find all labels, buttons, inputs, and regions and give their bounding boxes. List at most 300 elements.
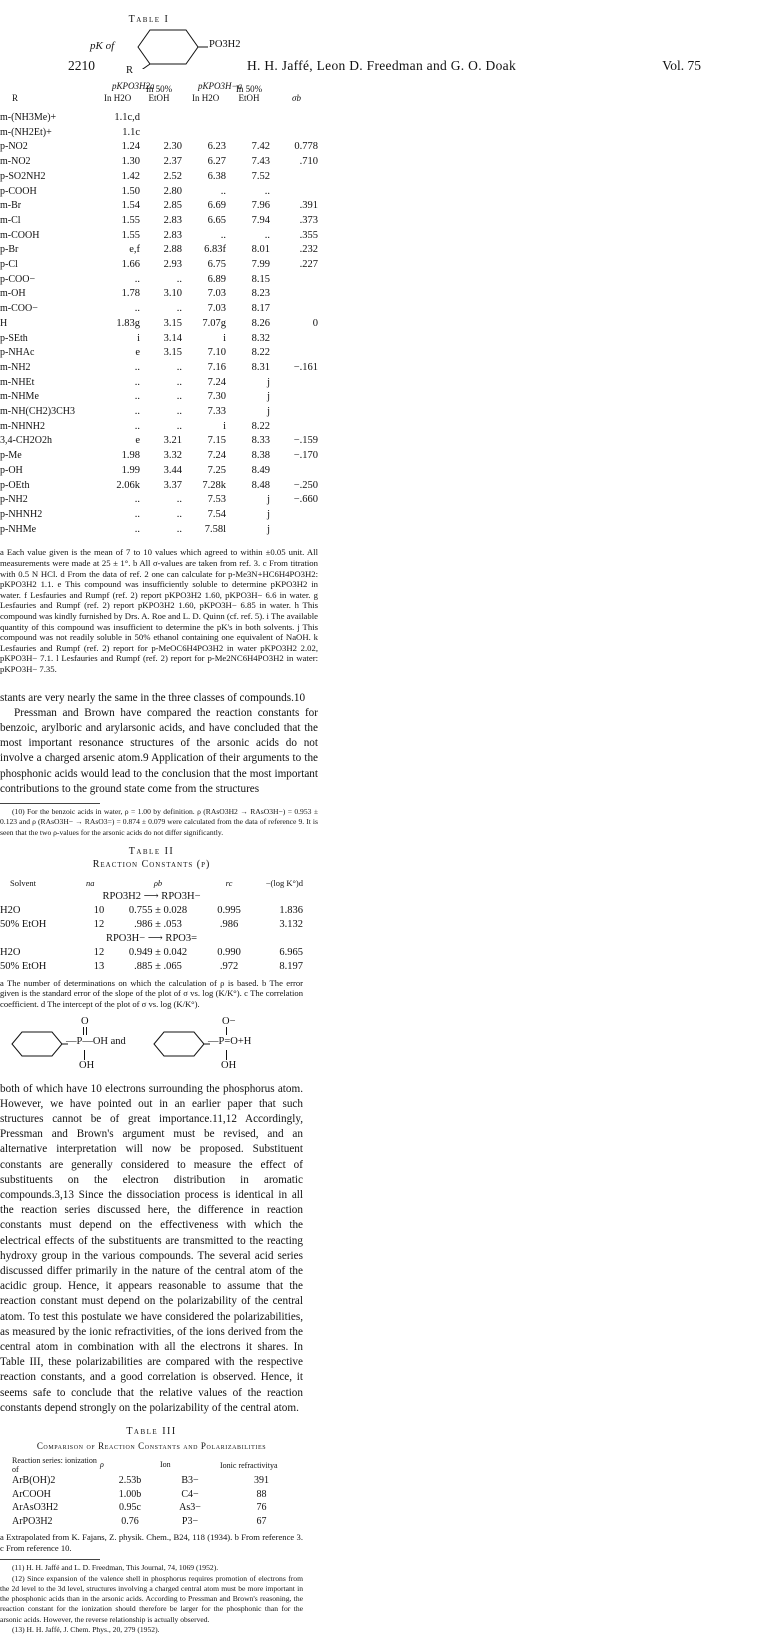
table1-cell-d: j: [267, 406, 270, 418]
table1-cell-b: ..: [176, 494, 182, 506]
table1-cell-a: 1.30: [121, 156, 140, 168]
table1-row: [0, 405, 318, 420]
table3-col-rho: ρ: [100, 1460, 104, 1470]
table2-cell-n: 12: [93, 946, 105, 958]
table1-cell-r: m-NH(CH2)3CH3: [0, 406, 75, 418]
table1-cell-c: 6.65: [207, 214, 226, 226]
table3-col-series: Reaction series: ionization of: [12, 1456, 97, 1475]
table1-cell-b: ..: [176, 361, 182, 373]
table1-cell-s: [270, 302, 318, 317]
table1-cell-a: 1.1c: [122, 126, 140, 138]
table1-cell-r: 3,4-CH2O2h: [0, 435, 52, 447]
table2-cell-logk: 8.197: [279, 960, 303, 972]
table1-cell-s: 0: [312, 317, 318, 329]
table2-cell-solvent: H2O: [0, 946, 21, 958]
table1-cell-b: 3.37: [163, 479, 182, 491]
table1-cell-c: 7.15: [207, 435, 226, 447]
table1-cell-b: 2.52: [163, 170, 182, 182]
table1-row: [0, 155, 318, 170]
table1-cell-a: 1.54: [121, 200, 140, 212]
table1-col-group1: pKPO3H2a: [112, 81, 155, 91]
table1-cell-b: ..: [176, 391, 182, 403]
table1-row: [0, 508, 318, 523]
table3-row: [0, 1474, 303, 1488]
table2-col-logk: −(log K°)d: [265, 877, 303, 888]
table3-row: [0, 1515, 303, 1529]
table1-cell-r: m-Cl: [0, 214, 21, 226]
structure1-mid: —P—OH and: [66, 1035, 126, 1047]
table1-cell-s: [270, 523, 318, 538]
table2-cell-n: 10: [93, 904, 105, 916]
table1-row: [0, 126, 318, 141]
table1-cell-a: 1.24: [121, 141, 140, 153]
table1-cell-b: 2.83: [163, 229, 182, 241]
table1-cell-d: 7.99: [251, 259, 270, 271]
page-number: 2210: [68, 58, 95, 73]
structure2-bond-bot: [226, 1050, 227, 1060]
table1-cell-c: 7.03: [207, 288, 226, 300]
table2-cell-r: 0.995: [217, 904, 241, 916]
table2-cell-r: .986: [219, 918, 239, 930]
table1-col-etoh1: In 50% EtOH: [145, 84, 173, 103]
table1-cell-c: 6.89: [207, 273, 226, 285]
table1-cell-s: 0.778: [294, 141, 318, 153]
right-column: [0, 846, 303, 1635]
table1-cell-a: ..: [134, 303, 140, 315]
table1-row: [0, 302, 318, 317]
table1-row: [0, 434, 318, 449]
table1-cell-a: e: [135, 435, 140, 447]
table1-cell-d: 7.52: [251, 170, 270, 182]
table1-cell-d: 8.17: [251, 303, 270, 315]
table1-cell-b: 3.15: [163, 347, 182, 359]
table1-row: [0, 449, 318, 464]
table1-row: [0, 140, 318, 155]
table1-cell-a: e,f: [129, 244, 140, 256]
table1-cell-s: [270, 420, 318, 435]
table1-row: [0, 258, 318, 273]
table1-cell-r: m-COO−: [0, 303, 38, 315]
table1-cell-d: ..: [264, 229, 270, 241]
table1-cell-c: [182, 126, 226, 141]
table2-cell-rho: .986 ± .053: [134, 918, 182, 930]
table2-cell-solvent: 50% EtOH: [0, 918, 47, 930]
table1-cell-c: 7.10: [207, 347, 226, 359]
table1-cell-c: 6.23: [207, 141, 226, 153]
table1-cell-a: 1.78: [121, 288, 140, 300]
right-footnote-rule: [0, 1559, 100, 1560]
table1-cell-a: ..: [134, 391, 140, 403]
structure1-bond-top2: [86, 1027, 87, 1035]
table1-cell-d: 8.38: [251, 450, 270, 462]
table1-cell-c: [182, 111, 226, 126]
table1-cell-a: 1.42: [121, 170, 140, 182]
table1-cell-b: ..: [176, 273, 182, 285]
table1-cell-d: 8.22: [251, 347, 270, 359]
table1-cell-r: p-SEth: [0, 332, 28, 344]
table1-cell-a: ..: [134, 494, 140, 506]
table3-cell-refr: 391: [254, 1475, 269, 1487]
table1-cell-c: 7.24: [207, 450, 226, 462]
table1-cell-d: [226, 111, 270, 126]
table1-cell-b: 3.32: [163, 450, 182, 462]
table1-cell-a: 1.1c,d: [114, 112, 140, 123]
table1-cell-s: −.159: [293, 435, 318, 447]
left-column: [0, 14, 318, 838]
table1-cell-b: 3.14: [163, 332, 182, 344]
structure1-bot: OH: [79, 1059, 95, 1071]
table1-structure-label: PO3H2: [209, 39, 241, 50]
table2-col-solvent: Solvent: [10, 877, 36, 888]
table1-cell-c: 7.24: [207, 376, 226, 388]
table3-cell-series: ArPO3H2: [12, 1515, 53, 1527]
table3-col-refr: Ionic refractivitya: [220, 1460, 278, 1470]
table3: [0, 1456, 303, 1528]
table1-cell-s: .710: [299, 156, 318, 168]
table1-cell-c: 7.33: [207, 406, 226, 418]
table1-row: [0, 464, 318, 479]
table1-header: [0, 81, 318, 111]
table1-cell-c: i: [223, 420, 226, 432]
table1-cell-d: 8.23: [251, 288, 270, 300]
table1-cell-s: .355: [299, 229, 318, 241]
table1-cell-r: p-NHMe: [0, 523, 37, 535]
table3-cell-refr: 88: [256, 1488, 267, 1500]
table1-cell-a: ..: [134, 361, 140, 373]
table3-footnotes: a Extrapolated from K. Fajans, Z. physik. Chem., B24, 118 (1934). b From reference 3. c From reference 10.: [0, 1532, 303, 1553]
table2-cell-r: .972: [219, 960, 239, 972]
left-footnote-rule: [0, 803, 100, 804]
table1-row: [0, 243, 318, 258]
table1-cell-d: 8.01: [251, 244, 270, 256]
table2-col-rho: ρb: [153, 877, 163, 888]
table1-cell-c: ..: [220, 185, 226, 197]
table1-cell-a: 1.83g: [116, 317, 140, 329]
table1-cell-b: 2.88: [163, 244, 182, 256]
table1-cell-s: −.250: [293, 479, 318, 491]
table1-cell-s: [270, 111, 318, 126]
table3-cell-rho: 0.95c: [119, 1502, 141, 1514]
table1-cell-a: i: [137, 332, 140, 344]
table1-cell-c: 7.58l: [204, 523, 226, 535]
structure2-mid: —P=O+H: [208, 1035, 252, 1047]
table1-cell-d: 8.32: [251, 332, 270, 344]
table3-cell-refr: 76: [256, 1502, 267, 1514]
table1-cell-d: j: [267, 523, 270, 535]
structure1-top: O: [81, 1015, 89, 1027]
table1-cell-s: [270, 508, 318, 523]
table1-caption: Table I: [128, 14, 170, 25]
resonance-structures: [0, 1016, 303, 1080]
table1-cell-a: 1.50: [121, 185, 140, 197]
table1-cell-s: .232: [299, 244, 318, 256]
table1-col-etoh2: In 50% EtOH: [235, 84, 263, 103]
table2-cell-logk: 6.965: [279, 946, 303, 958]
table3-cell-series: ArAsO3H2: [12, 1502, 59, 1514]
table3-row: [0, 1488, 303, 1502]
table3-cell-ion: C4−: [181, 1488, 199, 1500]
table1-cell-a: ..: [134, 273, 140, 285]
table1-cell-r: p-Me: [0, 450, 22, 462]
table1-cell-s: .391: [299, 200, 318, 212]
table1-cell-c: 7.54: [207, 508, 226, 520]
table1-row: [0, 273, 318, 288]
table1-cell-d: 8.33: [251, 435, 270, 447]
table2-row: [0, 960, 303, 974]
structure2-bot: OH: [221, 1059, 237, 1071]
table1-cell-r: p-NHNH2: [0, 508, 43, 520]
left-body-p1: stants are very nearly the same in the three classes of compounds.10: [0, 691, 306, 704]
table3-cell-ion: As3−: [179, 1502, 201, 1514]
table1-structure-r: R: [126, 65, 134, 76]
table2-cell-rho: .885 ± .065: [134, 960, 182, 972]
table1-cell-b: 3.21: [163, 435, 182, 447]
table1-cell-r: p-NH2: [0, 494, 28, 506]
table2: [0, 876, 303, 974]
table2-col-n: na: [86, 877, 95, 888]
table1-cell-c: 7.30: [207, 391, 226, 403]
table1-cell-r: m-COOH: [0, 229, 40, 241]
table1-row: [0, 111, 318, 126]
table1-cell-c: i: [223, 332, 226, 344]
table2-reaction2: RPO3H− ⟶ RPO3=: [105, 932, 198, 944]
table1-cell-r: p-SO2NH2: [0, 170, 46, 182]
table2-cell-n: 13: [93, 960, 105, 972]
table1-cell-a: 1.99: [121, 464, 140, 476]
table1-cell-a: ..: [134, 508, 140, 520]
table1-cell-b: ..: [176, 303, 182, 315]
table1-cell-r: m-NHEt: [0, 376, 35, 388]
table1-cell-a: ..: [134, 406, 140, 418]
table1-cell-s: [270, 390, 318, 405]
benzene-ring-icon-2: [150, 1030, 210, 1058]
table1-cell-r: p-NHAc: [0, 347, 35, 359]
structure2-bond-top: [226, 1027, 227, 1035]
table1-col-group2: pKPO3H−a: [198, 81, 243, 91]
table3-col-ion: Ion: [160, 1460, 171, 1470]
table1-cell-b: 2.85: [163, 200, 182, 212]
table1-cell-a: 1.55: [121, 229, 140, 241]
table2-col-r: rc: [225, 877, 233, 888]
table1-cell-r: m-NHMe: [0, 391, 39, 403]
table1-row: [0, 317, 318, 332]
table3-cell-rho: 0.76: [121, 1515, 139, 1527]
table1-row: [0, 390, 318, 405]
table1-cell-s: [270, 170, 318, 185]
table3-cell-ion: P3−: [181, 1515, 199, 1527]
table1-cell-a: 1.55: [121, 214, 140, 226]
running-title: H. H. Jaffé, Leon D. Freedman and G. O. Doak: [246, 58, 516, 73]
table1-cell-d: j: [267, 494, 270, 506]
table2-cell-solvent: H2O: [0, 904, 21, 916]
table1-footnotes: a Each value given is the mean of 7 to 10 values which agreed to within ±0.05 unit. All measurements were made at 25 ± 1°. b All σ-values are taken from ref. 3. c From titration with 0.5 N HCl. d From the data of ref. 2 one can calculate for p-Me3N+HC6H4PO3H2: pKPO3H2 1.1. e This compound was insufficiently soluble to determine pKPO3H2 in water. f Lesfauries and Rumpf (ref. 2) report pKPO3H2 1.60, pKPO3H− 6.6 in water. g Lesfauries and Rumpf (ref. 2) report pKPO3H2 1.60, pKPO3H− 6.85 in water. h This compound was kindly furnished by Drs. A. Roe and L. D. Quinn (cf. ref. 5). i The available quantity of this compound was insufficient to determine the pK's in both solvents. j This compound was not readily soluble in 50% ethanol containing one equivalent of NaOH. k Lesfauries and Rumpf (ref. 2) report for p-MeOC6H4PO3H2 in water pKPO3H2 2.02, pKPO3H− 7.1. l Lesfauries and Rumpf (ref. 2) report for p-Me2NC6H4PO3H2 in water: pKPO3H− 7.35.: [0, 547, 318, 674]
table2-reaction1: RPO3H2 ⟶ RPO3H−: [102, 890, 201, 902]
table1-cell-r: m-NH2: [0, 361, 31, 373]
table3-title: Comparison of Reaction Constants and Polarizabilities: [36, 1441, 267, 1452]
table2-caption: Table II: [128, 845, 175, 857]
table1-row: [0, 420, 318, 435]
table1-cell-d: 7.94: [251, 214, 270, 226]
table1-col-water2: In H2O: [192, 93, 220, 103]
table1-cell-s: [270, 126, 318, 141]
table1-cell-b: [140, 126, 182, 141]
table1-cell-r: p-Cl: [0, 259, 18, 271]
table1-row: [0, 346, 318, 361]
table1-row: [0, 185, 318, 200]
table1-cell-r: p-Br: [0, 244, 19, 256]
table1-row: [0, 214, 318, 229]
structure2-top: O−: [222, 1015, 236, 1027]
table2-cell-logk: 1.836: [279, 904, 303, 916]
table1-cell-d: ..: [264, 185, 270, 197]
table2-row: [0, 918, 303, 932]
table1-row: [0, 332, 318, 347]
table1-cell-a: ..: [134, 420, 140, 432]
table1-cell-b: 3.15: [163, 317, 182, 329]
table1-cell-r: m-(NH2Et)+: [0, 126, 52, 138]
table1-cell-r: p-OH: [0, 464, 23, 476]
table1-cell-s: [270, 376, 318, 391]
table1-cell-a: e: [135, 347, 140, 359]
table2-cell-rho: 0.755 ± 0.028: [128, 904, 188, 916]
table1-col-sigma: σb: [292, 93, 301, 103]
table1-cell-s: [270, 346, 318, 361]
structure1-bond-top: [83, 1027, 84, 1035]
table2-cell-n: 12: [93, 918, 105, 930]
table3-row: [0, 1501, 303, 1515]
table1-cell-d: 7.43: [251, 156, 270, 168]
table1-cell-r: m-NO2: [0, 156, 31, 168]
table2-row: [0, 946, 303, 960]
table3-cell-ion: B3−: [181, 1475, 199, 1487]
table1-cell-b: [140, 111, 182, 126]
table1-cell-s: −.161: [293, 361, 318, 373]
table1-row: [0, 479, 318, 494]
table1-cell-d: j: [267, 508, 270, 520]
table2-cell-logk: 3.132: [279, 918, 303, 930]
table1-cell-s: [270, 273, 318, 288]
table1-cell-c: 6.75: [207, 259, 226, 271]
table1-cell-b: 2.80: [163, 185, 182, 197]
table1-structure: [0, 25, 318, 81]
table1: [0, 111, 318, 537]
table1-cell-r: m-NHNH2: [0, 420, 45, 432]
table1-cell-c: 6.69: [207, 200, 226, 212]
table1-cell-d: 8.31: [251, 361, 270, 373]
table1-cell-b: 3.10: [163, 288, 182, 300]
table1-row: [0, 229, 318, 244]
table1-cell-c: 7.16: [207, 361, 226, 373]
table1-cell-a: 1.98: [121, 450, 140, 462]
table1-cell-r: p-COO−: [0, 273, 36, 285]
table1-cell-s: [270, 405, 318, 420]
table1-cell-b: ..: [176, 406, 182, 418]
right-footnote-13: (13) H. H. Jaffé, J. Chem. Phys., 20, 279 (1952).: [12, 1625, 160, 1635]
table1-cell-r: p-COOH: [0, 185, 37, 197]
table1-col-water1: In H2O: [104, 93, 132, 103]
table1-cell-c: 6.83f: [204, 244, 226, 256]
table1-cell-c: 7.07g: [202, 317, 226, 329]
table3-cell-series: ArB(OH)2: [12, 1475, 56, 1487]
table1-cell-d: 8.22: [251, 420, 270, 432]
volume-label: Vol. 75: [662, 58, 701, 73]
table1-row: [0, 199, 318, 214]
table1-cell-a: ..: [134, 523, 140, 535]
table1-cell-b: 2.93: [163, 259, 182, 271]
benzene-ring-icon-1: [8, 1030, 68, 1058]
left-footnote: (10) For the benzoic acids in water, ρ = 1.00 by definition. ρ (RAsO3H2 → RAsO3H−) = 0.953 ± 0.123 and ρ (RAsO3H− → RAsO3=) = 0.874 ± 0.079 were calculated from the data of reference 9. It is seen that the two ρ-values for the arsonic acids do not differ significantly.: [0, 806, 318, 837]
table1-cell-b: ..: [176, 508, 182, 520]
table1-row: [0, 493, 318, 508]
table1-cell-b: 2.37: [163, 156, 182, 168]
table1-cell-d: 7.42: [251, 141, 270, 153]
table1-cell-d: 7.96: [251, 200, 270, 212]
table1-cell-a: 1.66: [121, 259, 140, 271]
table1-cell-s: −.170: [293, 450, 318, 462]
table1-cell-b: ..: [176, 523, 182, 535]
table1-cell-c: 6.38: [207, 170, 226, 182]
table1-cell-s: .373: [299, 214, 318, 226]
table1-cell-c: 7.53: [207, 494, 226, 506]
table1-cell-r: p-OEth: [0, 479, 30, 491]
table1-cell-c: 7.25: [207, 464, 226, 476]
table1-cell-d: 8.15: [251, 273, 270, 285]
table2-cell-rho: 0.949 ± 0.042: [128, 946, 188, 958]
table1-cell-d: [226, 126, 270, 141]
table2-footnotes: a The number of determinations on which the calculation of ρ is based. b The error given is the standard error of the slope of the plot of σ vs. log (K/K°). c The correlation coefficient. d The intercept of the plot of σ vs. log (K/K°).: [0, 977, 303, 1010]
table2-cell-solvent: 50% EtOH: [0, 960, 47, 972]
table2-title: Reaction Constants (ρ): [92, 858, 211, 870]
left-body-p2: Pressman and Brown have compared the reaction constants for benzoic, arylboric and arylarsonic acids, and have concluded that the most important resonance structures of the arsonic acids do not involve a charged arsenic atom.9 Application of their arguments to the phosphonic acids would lead to the conclusion that the most important contributions to the ground state come from the structures: [0, 706, 318, 795]
structure1-bond-bot: [84, 1050, 85, 1060]
table1-cell-r: m-Br: [0, 200, 22, 212]
table1-cell-r: H: [0, 317, 8, 329]
table1-col-r: R: [11, 93, 18, 103]
right-footnote-12: (12) Since expansion of the valence shell in phosphorus requires promotion of electrons from the 2d level to the 3d level, structures involving a charged central atom must be more important in the phosphonic acids than in the arsonic acids. According to Pressman and Brown's reasoning, the reaction constant for the ionization should therefore be larger for the phosphonic than for the arsonic acids. However, the reverse relationship is actually observed.: [0, 1573, 303, 1624]
table1-cell-r: m-(NH3Me)+: [0, 112, 57, 123]
table1-cell-b: ..: [176, 376, 182, 388]
table1-cell-d: j: [267, 376, 270, 388]
table1-cell-s: .227: [299, 259, 318, 271]
table1-cell-b: 3.44: [163, 464, 182, 476]
benzene-ring-icon: [128, 25, 208, 69]
table3-cell-series: ArCOOH: [12, 1488, 51, 1500]
table1-cell-c: 6.27: [207, 156, 226, 168]
right-footnote-11: (11) H. H. Jaffé and L. D. Freedman, This Journal, 74, 1069 (1952).: [12, 1563, 219, 1573]
table2-cell-r: 0.990: [217, 946, 241, 958]
table1-row: [0, 376, 318, 391]
table1-title-prefix: pK of: [90, 40, 115, 52]
table1-cell-a: 2.06k: [116, 479, 140, 491]
table1-cell-a: ..: [134, 376, 140, 388]
table1-row: [0, 523, 318, 538]
table3-caption: Table III: [126, 1426, 177, 1438]
table3-cell-rho: 2.53b: [118, 1475, 142, 1487]
table1-cell-c: 7.03: [207, 303, 226, 315]
table1-cell-d: 8.49: [251, 464, 270, 476]
table1-cell-s: [270, 464, 318, 479]
table1-row: [0, 170, 318, 185]
table1-cell-b: 2.30: [163, 141, 182, 153]
table1-cell-b: 2.83: [163, 214, 182, 226]
table1-cell-c: 7.28k: [202, 479, 226, 491]
table1-cell-s: −.660: [293, 494, 318, 506]
table1-row: [0, 287, 318, 302]
table1-cell-b: ..: [176, 420, 182, 432]
table1-cell-r: m-OH: [0, 288, 26, 300]
table1-cell-s: [270, 185, 318, 200]
table1-cell-d: 8.26: [251, 317, 270, 329]
